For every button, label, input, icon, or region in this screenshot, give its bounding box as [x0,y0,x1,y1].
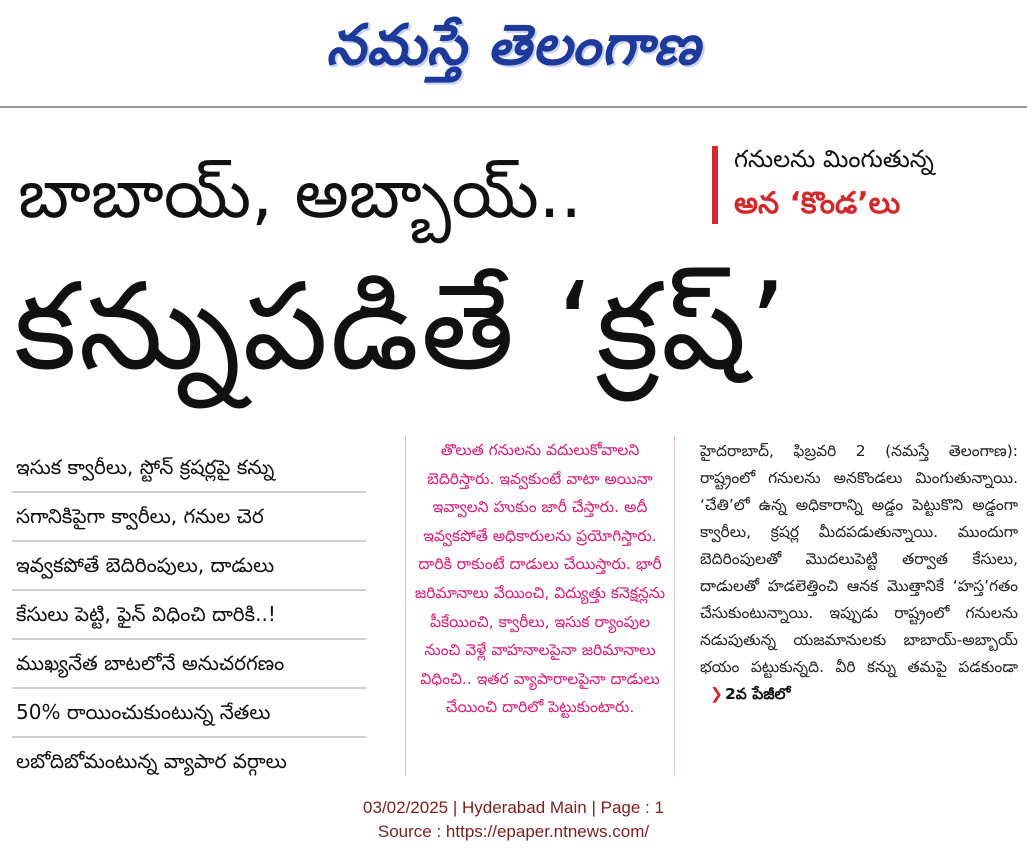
highlight-list [12,444,366,785]
article-body [700,438,1018,708]
footer-edition: Hyderabad Main [462,798,587,817]
highlight-item: సగానికిపైగా క్వారీలు, గనుల చెర [12,493,366,542]
highlight-item: 50% రాయించుకుంటున్న నేతలు [12,689,366,738]
headline-kicker: బాబాయ్, అబ్బాయ్.. [18,155,583,234]
side-story-kicker: గనులను మింగుతున్న [734,145,934,173]
masthead [0,0,1027,108]
masthead-title: నమస్తే తెలంగాణ [326,13,701,78]
side-accent-bar [712,146,718,224]
highlight-item: ముఖ్యనేత బాటలోనే అనుచరగణం [12,640,366,689]
side-story [712,140,1012,232]
pull-quote [405,436,675,776]
footer-date: 03/02/2025 [363,798,449,817]
side-story-headline: అన ‘కొండ’లు [734,186,901,221]
highlight-item: కేసులు పెట్టి, ఫైన్ విధించి దారికి..! [12,591,366,640]
article-text: హైదరాబాద్, ఫిబ్రవరి 2 (నమస్తే తెలంగాణ): రాష్ట్రంలో గనులను అనకొండలు మింగుతున్నాయి. ‘చేతి’లో ఉన్న అధికారాన్ని అడ్డం పెట్టుకొని అడ్డంగా క్వారీలు, క్రషర్ల మీదపడుతున్నాయి. ముందుగా బెదిరింపులతో మొదలుపెట్టి తర్వాత కేసులు, దాడులతో హడలెత్తించి ఆనక మొత్తానికే ‘హస్త’గతం చేసుకుంటున్నాయి. ఇప్పుడు రాష్ట్రంలో గనులను నడుపుతున్న యజమానులకు బాబాయ్-అబ్బాయ్ భయం పట్టుకున్నది. వీరి కన్ను తమపై పడకుండా [700,442,1018,676]
continued-link[interactable] [710,681,791,708]
highlight-item: ఇవ్వకపోతే బెదిరింపులు, దాడులు [12,542,366,591]
footer-source[interactable]: Source : https://epaper.ntnews.com/ [377,822,650,841]
continued-label: 2వ పేజీలో [725,685,791,703]
footer [0,796,1027,844]
pull-quote-text: తొలుత గనులను వదులుకోవాలని బెదిరిస్తారు. ఇవ్వకుంటే వాటా అయినా ఇవ్వాలని హుకుం జారీ చేస్తారు. అదీ ఇవ్వకపోతే అధికారులను ప్రయోగిస్తారు. దారికి రాకుంటే దాడులు చేయిస్తారు. భారీ జరిమానాలు వేయించి, విద్యుత్తు కనెక్షన్లను పీకేయించి, క్వారీలు, ఇసుక ర్యాంపుల నుంచి వెళ్లే వాహనాలపైనా జరిమానాలు విధించి.. ఇతర వ్యాపారాలపైనా దాడులు చేయించి దారిలో పెట్టుకుంటారు. [414,441,666,717]
footer-meta: 03/02/2025 | Hyderabad Main | Page : 1 [363,798,664,817]
highlight-item: ఇసుక క్వారీలు, స్టోన్ క్రషర్లపై కన్ను [12,444,366,493]
highlight-item: లబోదిబోమంటున్న వ్యాపార వర్గాలు [16,749,287,773]
article-paragraph [700,438,1018,708]
masthead-divider [0,106,1027,108]
footer-page: Page : 1 [600,798,664,817]
main-headline: కన్నుపడితే ‘క్రష్’ [14,258,789,397]
jump-arrow-icon: ❯ [710,685,723,703]
